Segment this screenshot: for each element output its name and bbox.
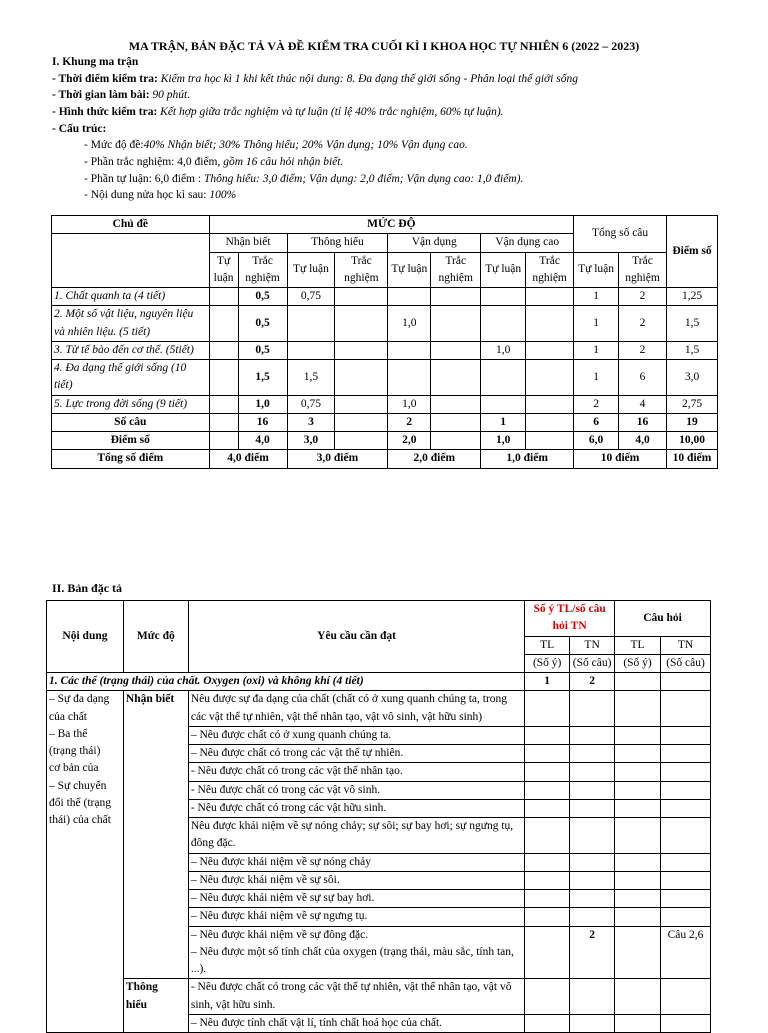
spec-table	[46, 600, 711, 1033]
header-level: MỨC ĐỘ	[209, 216, 574, 234]
matrix-body	[52, 288, 718, 414]
header-tl: Tự luận	[287, 252, 335, 288]
structure-heading: - Cấu trúc:	[52, 122, 107, 135]
spec-requirement: – Nêu được chất có trong các vật thể tự nhiên.	[188, 745, 524, 763]
header-van-dung-cao: Vận dụng cao	[481, 234, 574, 252]
document-title: MA TRẬN, BẢN ĐẶC TẢ VÀ ĐỀ KIỂM TRA CUỐI KÌ I KHOA HỌC TỰ NHIÊN 6 (2022 – 2023)	[128, 39, 640, 53]
spec-requirement: – Nêu được khái niệm về sự đông đặc. – Nêu được một số tính chất của oxygen (trạng thái, màu sắc, tính tan, ...).	[188, 926, 524, 979]
spec-row	[47, 691, 711, 727]
header-tl: Tự luận	[209, 252, 238, 288]
matrix-so-cau-row: Số câu 16 3 2 1 6 16 19	[52, 413, 718, 431]
header-tl: Tự luận	[574, 252, 619, 288]
header-total-questions: Tổng số câu	[574, 216, 667, 253]
matrix-tong-diem-row: Tổng số điểm 4,0 điểm 3,0 điểm 2,0 điểm 1,0 điểm 10 điểm 10 điểm	[52, 450, 718, 468]
matrix-diem-so-row: Điểm số 4,0 3,0 2,0 1,0 6,0 4,0 10,00	[52, 432, 718, 450]
header-score: Điểm số	[667, 216, 718, 288]
matrix-table	[51, 215, 718, 469]
spec-row	[47, 979, 711, 1015]
exam-time-line: - Thời điểm kiểm tra: Kiểm tra học kì 1 khi kết thúc nội dung: 8. Đa dạng thế giới sống - Phân loại thế giới sống	[52, 72, 578, 85]
header-tl: Tự luận	[388, 252, 431, 288]
levels-line: - Mức độ đề:40% Nhận biết; 30% Thông hiểu; 20% Vận dụng; 10% Vận dụng cao.	[84, 139, 468, 152]
spec-topic-row: 1. Các thể (trạng thái) của chất. Oxygen (oxi) và không khí (4 tiết) 1 2	[47, 673, 711, 691]
header-tl: Tự luận	[481, 252, 526, 288]
header-tn: Trắc nghiệm	[335, 252, 388, 288]
essay-line: - Phần tự luận: 6,0 điểm : Thông hiểu: 3,0 điểm; Vận dụng: 2,0 điểm; Vận dụng cao: 1,0 điểm).	[84, 172, 524, 185]
spec-requirement: Nêu được sự đa dạng của chất (chất có ở xung quanh chúng ta, trong các vật thể tự nhiên, vật thể nhân tạo, vật vô sinh, vật hữu sinh)	[188, 691, 524, 727]
header-tn: Trắc nghiệm	[431, 252, 481, 288]
matrix-row: 4. Đa dạng thế giới sống (10 tiết) 1,5 1,5 1 6 3,0	[52, 360, 718, 396]
exam-form-line: - Hình thức kiểm tra: Kết hợp giữa trắc nghiệm và tự luận (tỉ lệ 40% trắc nghiệm, 60% tự luận).	[52, 106, 504, 119]
header-topic: Chủ đề	[52, 216, 210, 234]
spec-requirement: - Nêu được chất có trong các vật thể nhân tạo.	[188, 763, 524, 781]
matrix-row: 2. Một số vật liệu, nguyên liệu và nhiên liệu. (5 tiết) 0,5 1,0 1 2 1,5	[52, 306, 718, 342]
section-2-heading: II. Bản đặc tả	[52, 581, 123, 595]
multiple-choice-line: - Phần trắc nghiệm: 4,0 điểm, gồm 16 câu hỏi nhận biết.	[84, 156, 344, 169]
spec-requirement: – Nêu được khái niệm về sự nóng chảy	[188, 853, 524, 871]
spec-header-row-1	[47, 601, 711, 637]
matrix-header-row-1	[52, 216, 718, 234]
spec-requirement: – Nêu được khái niệm về sự sự bay hơi.	[188, 890, 524, 908]
spec-header-requirement: Yêu cầu cần đạt	[188, 601, 524, 673]
spec-level-nhan-biet: Nhận biết	[123, 691, 188, 979]
spec-header-content: Nội dung	[47, 601, 124, 673]
matrix-row: 5. Lực trong đời sống (9 tiết) 1,0 0,75 1,0 2 4 2,75	[52, 395, 718, 413]
spec-requirement: – Nêu được khái niệm về sự sôi.	[188, 871, 524, 889]
header-van-dung: Vận dụng	[388, 234, 481, 252]
spec-requirement: - Nêu được chất có trong các vật hữu sinh.	[188, 799, 524, 817]
matrix-row: 3. Từ tế bào đến cơ thể. (5tiết) 0,5 1,0 1 2 1,5	[52, 341, 718, 359]
header-tn: Trắc nghiệm	[619, 252, 667, 288]
spec-requirement: Nêu được khái niệm về sự nóng chảy; sự sôi; sự bay hơi; sự ngưng tụ, đông đặc.	[188, 818, 524, 854]
spec-header-row-2: TL TN TL TN	[47, 636, 711, 654]
spec-header-row-3: (Số ý) (Số câu) (Số ý) (Số câu)	[47, 654, 711, 672]
header-thong-hieu: Thông hiểu	[287, 234, 388, 252]
spec-requirement: – Nêu được khái niệm về sự ngưng tụ.	[188, 908, 524, 926]
header-tn: Trắc nghiệm	[526, 252, 574, 288]
section-1-heading: I. Khung ma trận	[52, 56, 139, 68]
header-tn: Trắc nghiệm	[238, 252, 287, 288]
spec-level-thong-hieu: Thông hiểu	[123, 979, 188, 1033]
header-nhan-biet: Nhận biết	[209, 234, 287, 252]
spec-header-count: Số ý TL/số câu hỏi TN	[525, 601, 615, 637]
matrix-row: 1. Chất quanh ta (4 tiết) 0,5 0,75 1 2 1,25	[52, 288, 718, 306]
spec-requirement: – Nêu được tính chất vật lí, tính chất hoá học của chất.	[188, 1014, 524, 1032]
spec-header-level: Mức độ	[123, 601, 188, 673]
spec-requirement: - Nêu được chất có trong các vật vô sinh.	[188, 781, 524, 799]
spec-header-questions: Câu hỏi	[615, 601, 711, 637]
content-line: - Nội dung nửa học kì sau: 100%	[84, 189, 237, 202]
spec-requirement: – Nêu được chất có ở xung quanh chúng ta.	[188, 726, 524, 744]
spec-requirement: - Nêu được chất có trong các vật thể tự nhiên, vật thể nhân tạo, vật vô sinh, vật hữu sinh.	[188, 979, 524, 1015]
intro-block	[52, 54, 742, 204]
duration-line: - Thời gian làm bài: 90 phút.	[52, 89, 191, 102]
spec-topic-title: 1. Các thể (trạng thái) của chất. Oxygen (oxi) và không khí (4 tiết)	[47, 673, 525, 691]
spec-content-cell: – Sự đa dạng của chất – Ba thể (trạng thái) cơ bản của – Sự chuyển đổi thể (trạng thái) của chất	[47, 691, 124, 1033]
spec-body	[47, 691, 711, 1033]
spec-row: – Nêu được khái niệm về sự đông đặc. – Nêu được một số tính chất của oxygen (trạng thái, màu sắc, tính tan, ...). 2 Câu 2,6	[47, 926, 711, 979]
